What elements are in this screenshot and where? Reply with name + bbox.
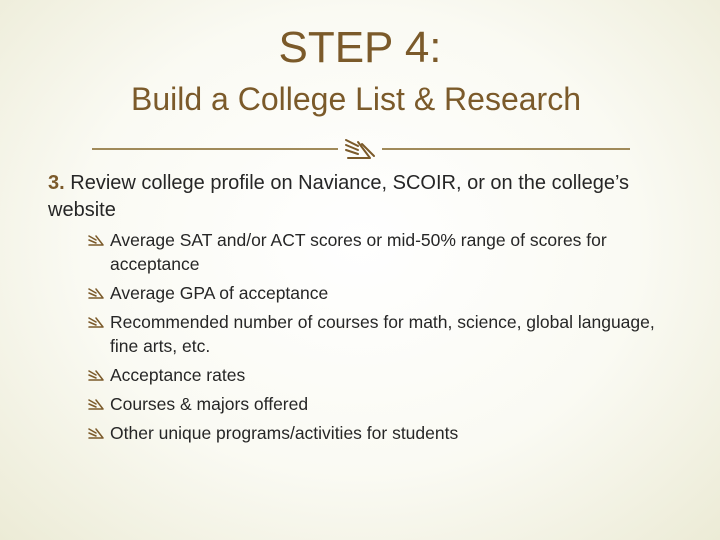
list-item (88, 310, 668, 358)
bullet-text: Average SAT and/or ACT scores or mid-50% range of scores for acceptance (110, 230, 607, 274)
arrow-flourish-icon (88, 428, 104, 439)
arrow-flourish-icon (88, 235, 104, 246)
slide-subtitle: Build a College List & Research (130, 81, 581, 117)
title-divider-left (92, 148, 338, 150)
list-item (88, 392, 668, 416)
bullet-text: Courses & majors offered (110, 394, 309, 414)
arrow-flourish-icon (88, 399, 104, 410)
bullet-text: Average GPA of acceptance (110, 283, 329, 303)
intro-number: 3. (48, 172, 65, 194)
flourish-icon (340, 138, 380, 162)
bullet-text: Acceptance rates (110, 365, 246, 385)
intro-text: Review college profile on Naviance, SCOIR, or on the college’s website (48, 172, 630, 221)
list-item (88, 421, 668, 445)
bullet-list (88, 228, 668, 450)
intro-paragraph (48, 170, 688, 224)
list-item (88, 363, 668, 387)
list-item (88, 228, 668, 276)
bullet-text: Other unique programs/activities for students (110, 423, 459, 443)
list-item (88, 281, 668, 305)
slide-title: STEP 4: (278, 23, 442, 72)
bullet-text: Recommended number of courses for math, science, global language, fine arts, etc. (110, 312, 655, 356)
arrow-flourish-icon (88, 317, 104, 328)
arrow-flourish-icon (88, 370, 104, 381)
title-divider-right (382, 148, 630, 150)
arrow-flourish-icon (88, 288, 104, 299)
